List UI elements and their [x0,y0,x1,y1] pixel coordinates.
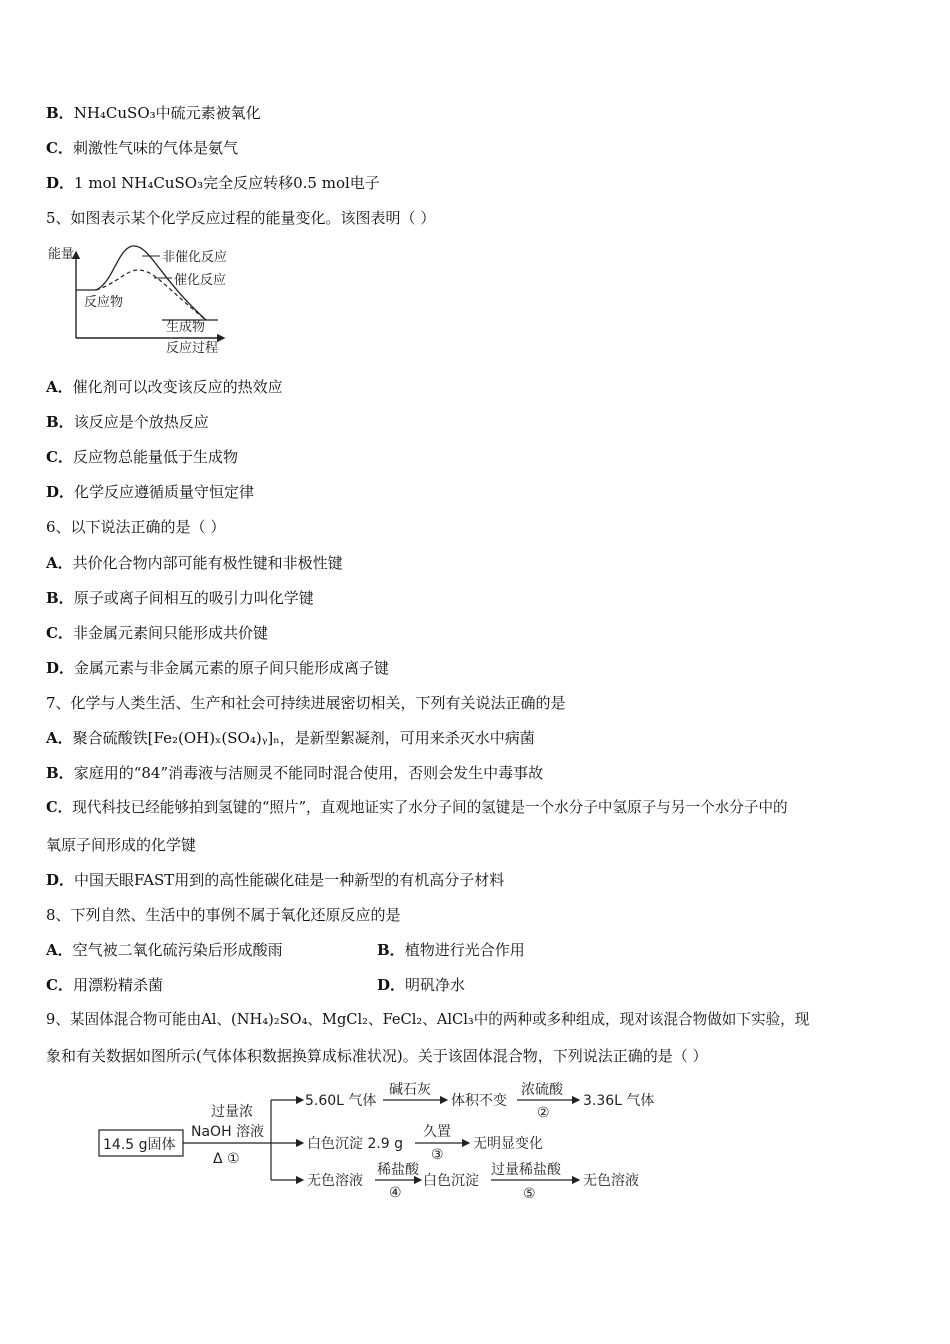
branch1-label: 5.60L 气体 [305,1093,377,1109]
curve-cat-label: 催化反应 [174,273,227,288]
x-axis-label: 反应过程 [166,341,219,356]
q5-option-b: B．该反应是个放热反应 [46,413,209,431]
step3-num: ② [537,1105,550,1121]
reactant-label: 反应物 [84,295,124,310]
q7-option-a: A．聚合硫酸铁[Fe₂(OH)ₓ(SO₄)ᵧ]ₙ，是新型絮凝剂，可用来杀灭水中病菌 [46,729,535,747]
step6-label: 过量稀盐酸 [491,1162,561,1178]
step5-num: ④ [389,1185,402,1201]
step4-num: ③ [431,1147,444,1163]
q5-stem: 5、如图表示某个化学反应过程的能量变化。该图表明（ ） [46,209,436,227]
reagent1-mid: NaOH 溶液 [191,1124,265,1140]
y-axis-label: 能量 [48,247,75,262]
q7-option-b: B．家庭用的“84”消毒液与洁厕灵不能同时混合使用，否则会发生中毒事故 [46,764,544,782]
q7-option-c-cont: 氧原子间形成的化学键 [46,836,197,854]
q6-option-c: C．非金属元素间只能形成共价键 [46,624,268,642]
q6-option-b: B．原子或离子间相互的吸引力叫化学键 [46,589,314,607]
branch3c-label: 无色溶液 [583,1173,639,1189]
q8-stem: 8、下列自然、生活中的事例不属于氧化还原反应的是 [46,906,401,924]
branch1c-label: 3.36L 气体 [583,1093,655,1109]
q7-option-d: D．中国天眼FAST用到的高性能碳化硅是一种新型的有机高分子材料 [46,871,505,889]
q4-option-b: B．NH₄CuSO₃中硫元素被氧化 [46,104,261,122]
q9-flow-diagram [95,1076,665,1206]
q8-option-d: D．明矾净水 [377,976,466,994]
q7-option-c: C．现代科技已经能够拍到氢键的“照片”，直观地证实了水分子间的氢键是一个水分子中氢原子与另一个水分子中的 [46,799,788,816]
q5-option-a: A．催化剂可以改变该反应的热效应 [46,378,283,396]
q5-option-c: C．反应物总能量低于生成物 [46,448,238,466]
branch2-label: 白色沉淀 2.9 g [307,1136,404,1152]
q6-stem: 6、以下说法正确的是（ ） [46,518,226,536]
branch1b-label: 体积不变 [451,1093,507,1109]
branch3b-label: 白色沉淀 [423,1173,479,1189]
start-label: 14.5 g固体 [103,1137,176,1153]
q8-option-b: B．植物进行光合作用 [377,941,525,959]
q9-stem-line2: 象和有关数据如图所示(气体体积数据换算成标准状况)。关于该固体混合物，下列说法正确的是（ ） [46,1047,708,1065]
q9-stem-line1: 9、某固体混合物可能由Al、(NH₄)₂SO₄、MgCl₂、FeCl₂、AlCl₃中的两种或多种组成，现对该混合物做如下实验，现 [46,1011,810,1028]
q8-option-a: A．空气被二氧化硫污染后形成酸雨 [46,941,283,959]
reagent1-bot: Δ ① [213,1151,240,1167]
step6-num: ⑤ [523,1186,536,1202]
product-label: 生成物 [166,320,206,335]
curve-uncat-label: 非催化反应 [162,250,228,265]
branch2b-label: 无明显变化 [473,1136,543,1152]
q4-option-d: D．1 mol NH₄CuSO₃完全反应转移0.5 mol电子 [46,174,380,192]
q7-stem: 7、化学与人类生活、生产和社会可持续进展密切相关，下列有关说法正确的是 [46,694,566,712]
q8-option-c: C．用漂粉精杀菌 [46,976,163,994]
reagent1-top: 过量浓 [211,1104,253,1120]
step4-label: 久置 [423,1124,451,1140]
q5-energy-diagram [46,240,246,360]
step3-label: 浓硫酸 [521,1082,563,1098]
q5-option-d: D．化学反应遵循质量守恒定律 [46,483,255,501]
step5-label: 稀盐酸 [377,1162,419,1178]
step2-label: 碱石灰 [389,1082,431,1098]
branch3-label: 无色溶液 [307,1173,363,1189]
q6-option-a: A．共价化合物内部可能有极性键和非极性键 [46,554,343,572]
q6-option-d: D．金属元素与非金属元素的原子间只能形成离子键 [46,659,390,677]
q4-option-c: C．刺激性气味的气体是氨气 [46,139,238,157]
